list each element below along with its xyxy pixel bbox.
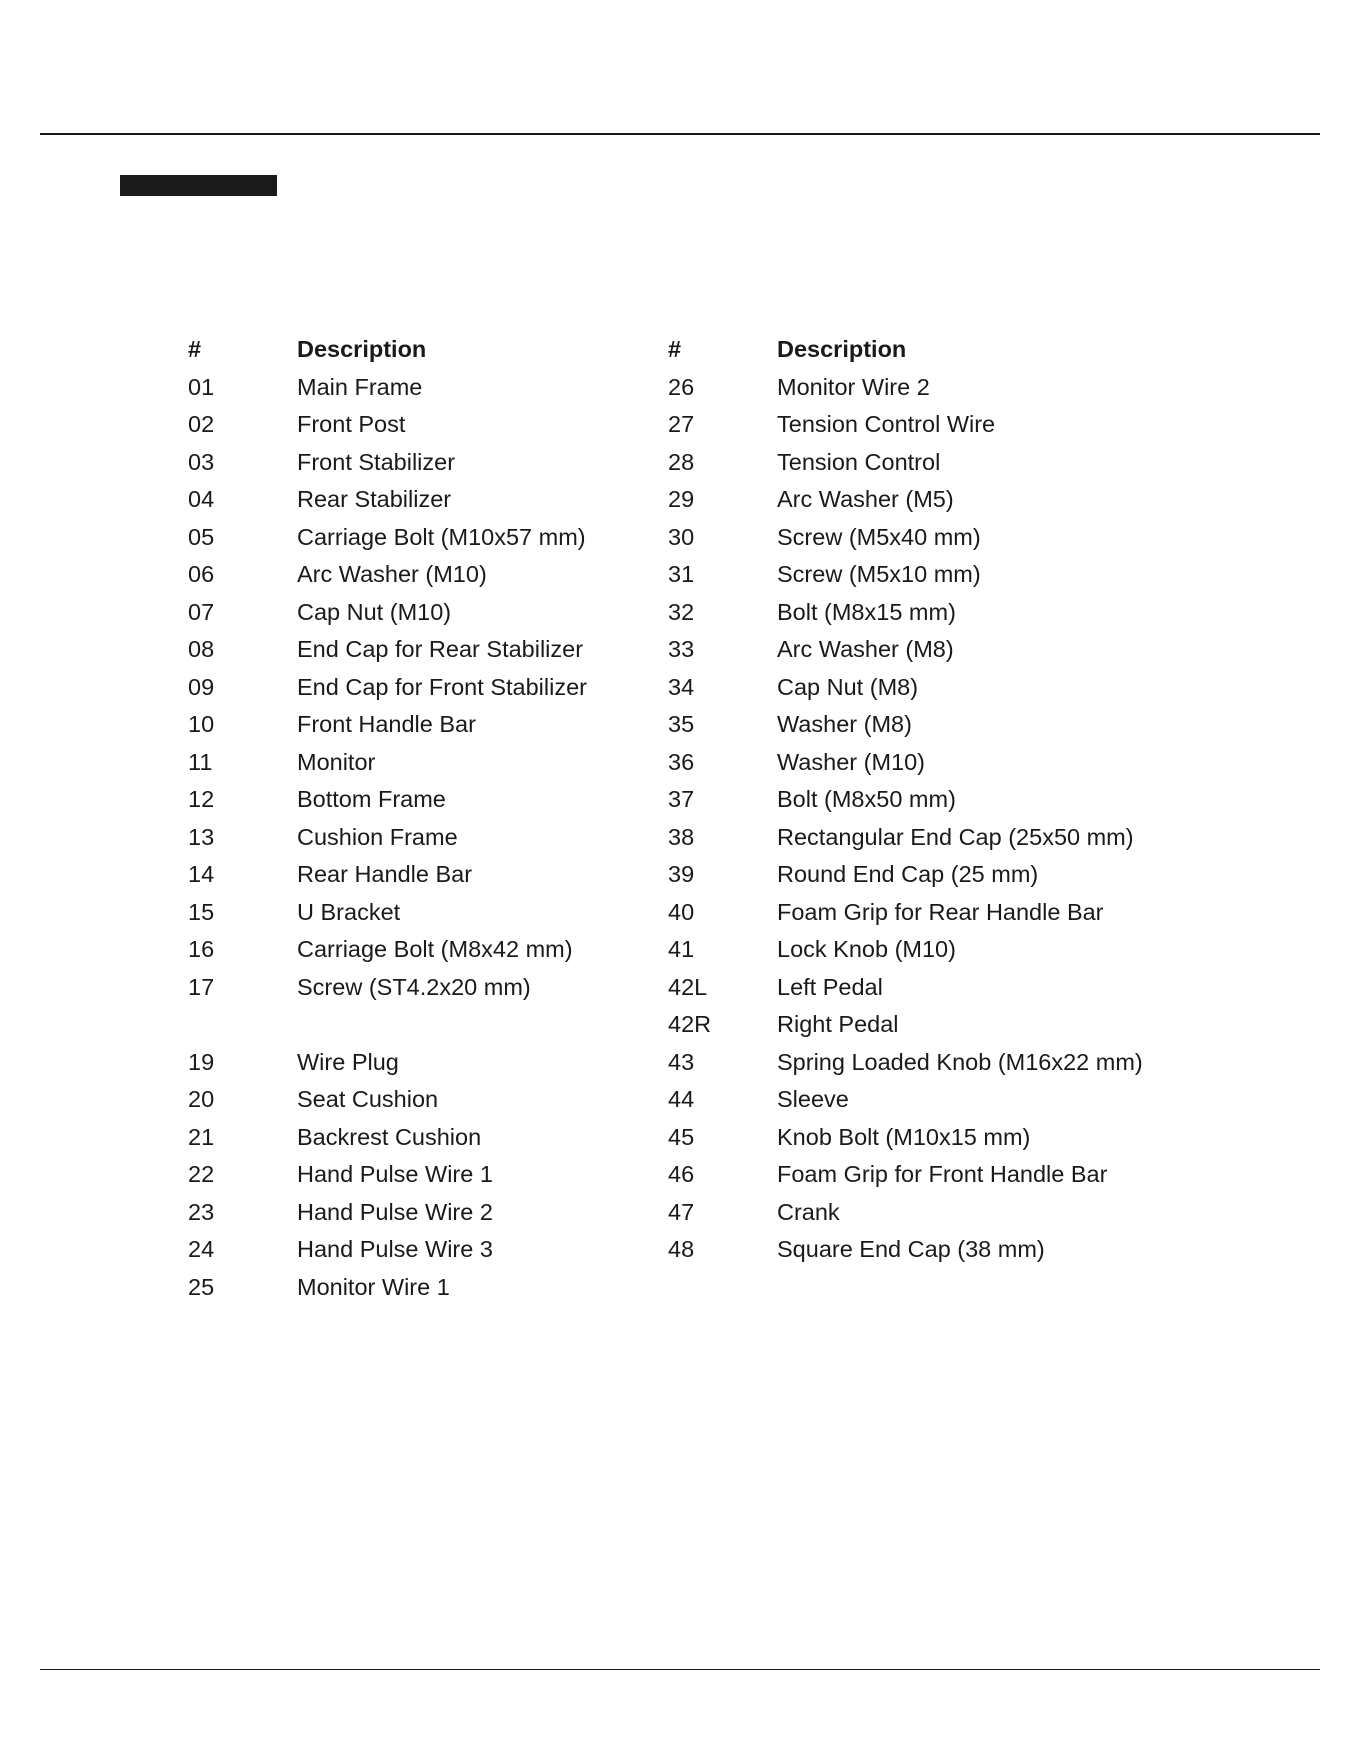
part-description: End Cap for Front Stabilizer — [297, 673, 587, 700]
part-description: Foam Grip for Rear Handle Bar — [777, 898, 1104, 925]
top-rule — [40, 133, 1320, 135]
part-description: Spring Loaded Knob (M16x22 mm) — [777, 1048, 1143, 1075]
part-description: Monitor — [297, 748, 376, 775]
part-number: 04 — [188, 486, 215, 512]
part-description: Square End Cap (38 mm) — [777, 1236, 1045, 1262]
part-number: 42L — [668, 973, 708, 1000]
part-number: 46 — [668, 1161, 695, 1187]
part-description: Screw (M5x10 mm) — [777, 561, 981, 587]
part-description: Arc Washer (M10) — [297, 561, 487, 587]
part-description: Rectangular End Cap (25x50 mm) — [777, 823, 1134, 850]
part-number: 19 — [188, 1048, 215, 1075]
part-number: 14 — [188, 861, 215, 887]
part-description: Seat Cushion — [297, 1086, 439, 1112]
part-number: 37 — [668, 786, 695, 812]
part-description: Front Handle Bar — [297, 711, 476, 737]
part-number: 11 — [188, 748, 213, 775]
part-description: Wire Plug — [297, 1048, 399, 1075]
part-description: Cap Nut (M8) — [777, 673, 919, 700]
part-number: 29 — [668, 486, 695, 512]
part-description: Rear Handle Bar — [297, 861, 473, 887]
part-description: Backrest Cushion — [297, 1123, 482, 1150]
part-number: 01 — [188, 373, 215, 400]
part-description: Right Pedal — [777, 1011, 899, 1037]
part-description: Arc Washer (M5) — [777, 486, 954, 512]
part-description: Tension Control — [777, 448, 941, 475]
part-number: 07 — [188, 598, 215, 625]
part-number: 25 — [188, 1273, 215, 1300]
column-header-number: # — [188, 336, 202, 362]
part-description: Hand Pulse Wire 3 — [297, 1236, 493, 1262]
part-description: Crank — [777, 1198, 840, 1225]
part-description: Arc Washer (M8) — [777, 636, 954, 662]
part-description: Washer (M10) — [777, 748, 925, 775]
part-description: Front Post — [297, 411, 406, 437]
part-description: Monitor Wire 2 — [777, 373, 930, 400]
part-number: 02 — [188, 411, 215, 437]
part-number: 44 — [668, 1086, 695, 1112]
part-number: 41 — [668, 936, 695, 962]
part-description: Hand Pulse Wire 2 — [297, 1198, 493, 1225]
part-description: Bolt (M8x50 mm) — [777, 786, 956, 812]
part-number: 12 — [188, 786, 215, 812]
part-number: 34 — [668, 673, 695, 700]
part-description: Knob Bolt (M10x15 mm) — [777, 1123, 1031, 1150]
part-number: 48 — [668, 1236, 695, 1262]
part-number: 40 — [668, 898, 695, 925]
part-description: Cushion Frame — [297, 823, 458, 850]
part-description: Foam Grip for Front Handle Bar — [777, 1161, 1108, 1187]
part-number: 32 — [668, 598, 695, 625]
column-header-number: # — [668, 336, 682, 362]
part-number: 47 — [668, 1198, 695, 1225]
part-number: 03 — [188, 448, 215, 475]
part-description: Tension Control Wire — [777, 411, 996, 437]
part-description: Rear Stabilizer — [297, 486, 452, 512]
part-description: Washer (M8) — [777, 711, 912, 737]
bottom-rule — [40, 1669, 1320, 1670]
part-number: 15 — [188, 898, 215, 925]
part-description: End Cap for Rear Stabilizer — [297, 636, 584, 662]
part-number: 36 — [668, 748, 695, 775]
part-number: 10 — [188, 711, 215, 737]
part-number: 08 — [188, 636, 215, 662]
part-number: 24 — [188, 1236, 215, 1262]
part-description: Lock Knob (M10) — [777, 936, 956, 962]
part-description: Monitor Wire 1 — [297, 1273, 450, 1300]
part-description: Sleeve — [777, 1086, 849, 1112]
part-description: U Bracket — [297, 898, 401, 925]
part-description: Carriage Bolt (M10x57 mm) — [297, 523, 586, 550]
part-description: Hand Pulse Wire 1 — [297, 1161, 493, 1187]
part-number: 33 — [668, 636, 695, 662]
part-number: 09 — [188, 673, 215, 700]
part-description: Front Stabilizer — [297, 448, 456, 475]
part-number: 42R — [668, 1011, 712, 1037]
part-number: 22 — [188, 1161, 215, 1187]
part-number: 30 — [668, 523, 695, 550]
part-number: 39 — [668, 861, 695, 887]
part-number: 13 — [188, 823, 215, 850]
part-number: 43 — [668, 1048, 695, 1075]
part-description: Main Frame — [297, 373, 423, 400]
part-description: Bottom Frame — [297, 786, 446, 812]
part-number: 45 — [668, 1123, 695, 1150]
part-description: Left Pedal — [777, 973, 883, 1000]
part-number: 27 — [668, 411, 695, 437]
part-number: 21 — [188, 1123, 215, 1150]
part-number: 16 — [188, 936, 215, 962]
part-number: 26 — [668, 373, 695, 400]
part-description: Bolt (M8x15 mm) — [777, 598, 956, 625]
part-description: Screw (M5x40 mm) — [777, 523, 981, 550]
part-number: 17 — [188, 973, 215, 1000]
redacted-title-block — [120, 175, 277, 196]
part-description: Carriage Bolt (M8x42 mm) — [297, 936, 573, 962]
part-description: Round End Cap (25 mm) — [777, 861, 1039, 887]
part-number: 31 — [668, 561, 695, 587]
part-description: Cap Nut (M10) — [297, 598, 452, 625]
part-number: 20 — [188, 1086, 215, 1112]
part-number: 35 — [668, 711, 695, 737]
part-description: Screw (ST4.2x20 mm) — [297, 973, 531, 1000]
column-header-description: Description — [297, 336, 427, 362]
part-number: 05 — [188, 523, 215, 550]
part-number: 23 — [188, 1198, 215, 1225]
part-number: 06 — [188, 561, 215, 587]
part-number: 38 — [668, 823, 695, 850]
part-number: 28 — [668, 448, 695, 475]
column-header-description: Description — [777, 336, 907, 362]
